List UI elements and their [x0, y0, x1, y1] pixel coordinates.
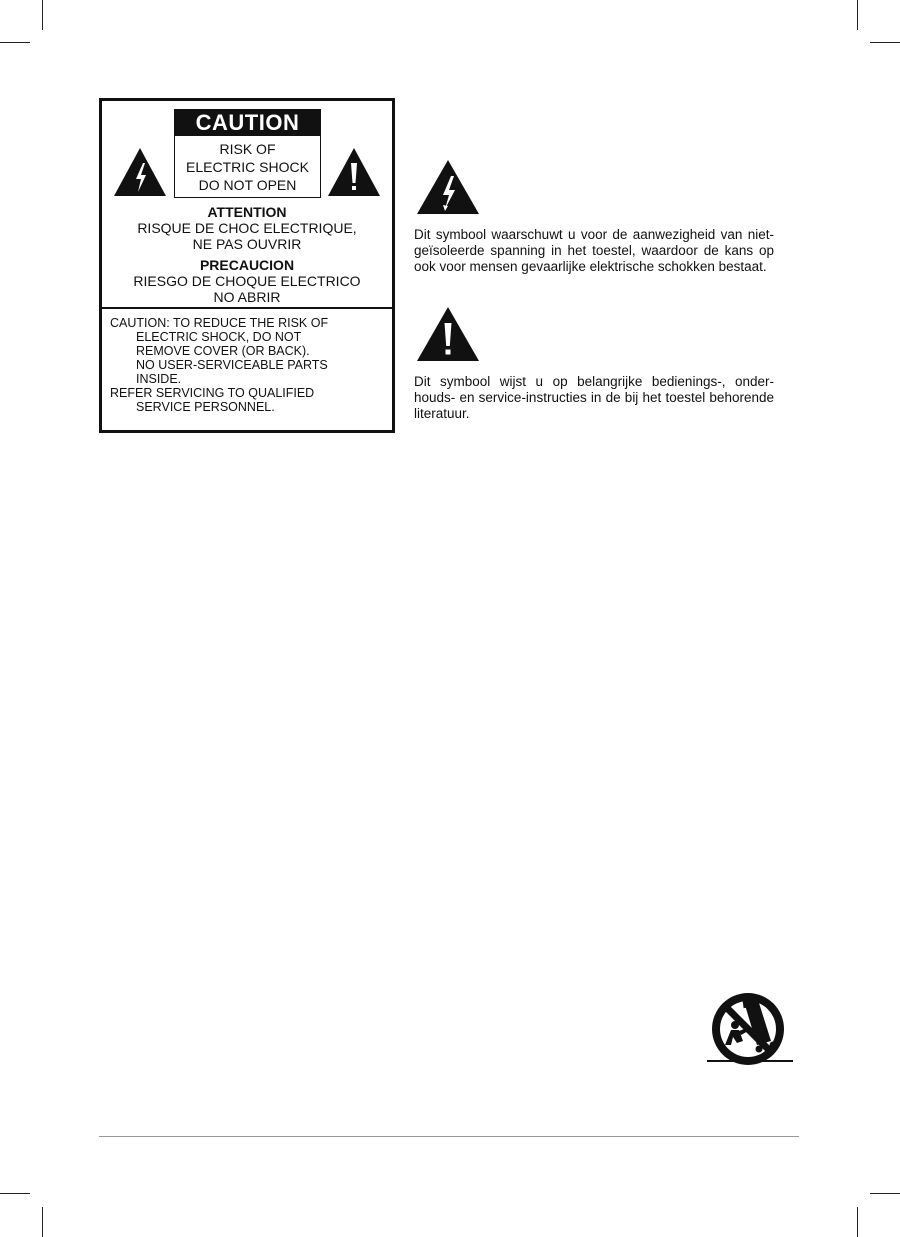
crop-mark: [42, 0, 43, 30]
notice-line: REMOVE COVER (OR BACK).: [136, 344, 310, 358]
exclamation-warning-icon: [415, 305, 481, 363]
caution-label-upper: [102, 101, 392, 307]
crop-mark: [857, 1207, 858, 1237]
caution-header-line: DO NOT OPEN: [198, 177, 297, 193]
notice-line: INSIDE.: [136, 372, 182, 386]
crop-mark: [42, 1207, 43, 1237]
crop-mark: [870, 1193, 900, 1194]
crop-mark: [870, 42, 900, 43]
french-line: RISQUE DE CHOC ELECTRIQUE,: [137, 220, 357, 236]
cart-tip-over-warning-icon: [697, 991, 801, 1071]
notice-line: SERVICE PERSONNEL.: [136, 400, 275, 414]
french-title: ATTENTION: [207, 204, 287, 220]
lightning-warning-icon: [415, 158, 481, 216]
caution-notice: [102, 309, 392, 430]
spanish-line: RIESGO DE CHOQUE ELECTRICO: [133, 273, 361, 289]
notice-line: REFER SERVICING TO QUALIFIED: [110, 386, 315, 400]
notice-line: CAUTION: TO REDUCE THE RISK OF: [110, 316, 329, 330]
french-line: NE PAS OUVRIR: [192, 236, 302, 252]
notice-line: NO USER-SERVICEABLE PARTS: [136, 358, 328, 372]
crop-mark: [0, 42, 30, 43]
crop-mark: [857, 0, 858, 30]
crop-mark: [0, 1193, 30, 1194]
caution-title: CAUTION: [175, 110, 320, 136]
notice-line: ELECTRIC SHOCK, DO NOT: [136, 330, 302, 344]
footer-rule: [99, 1136, 799, 1137]
exclamation-symbol-text: Dit symbool wijst u op belangrijke bedienings-, onder-houds- en service-instructies in de bij het toestel behorende literatuur.: [414, 374, 774, 421]
caution-label: [99, 98, 395, 433]
exclamation-warning-icon: [326, 146, 382, 198]
caution-header: [174, 109, 321, 198]
caution-header-line: RISK OF: [219, 141, 276, 157]
spanish-line: NO ABRIR: [213, 289, 281, 305]
lightning-symbol-text: Dit symbool waarschuwt u voor de aanwezigheid van niet-geïsoleerde spanning in het toestel, waardoor de kans op ook voor mensen gevaarlijke elektrische schokken bestaat.: [414, 227, 774, 274]
caution-header-line: ELECTRIC SHOCK: [186, 159, 309, 175]
spanish-title: PRECAUCION: [199, 257, 295, 273]
lightning-warning-icon: [112, 146, 168, 198]
